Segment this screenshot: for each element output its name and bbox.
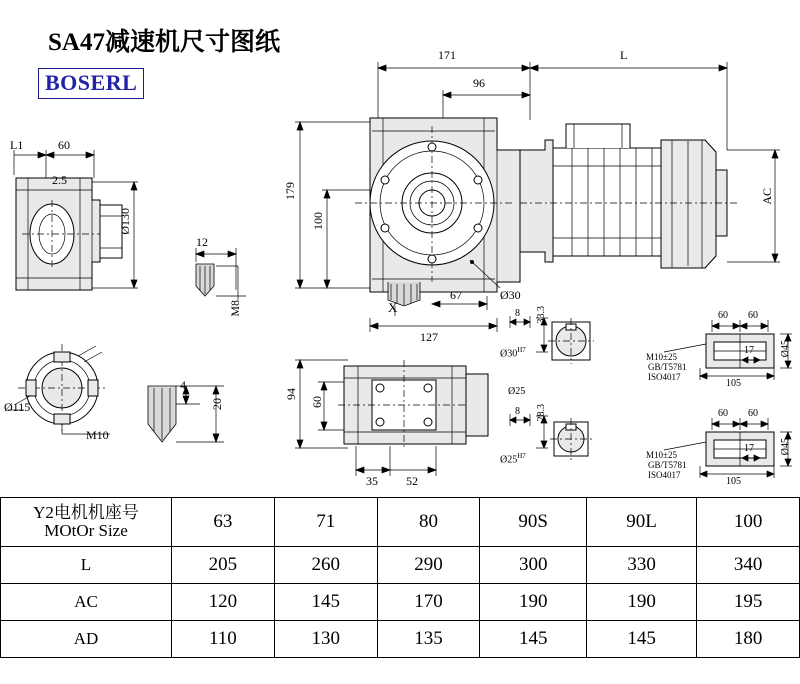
dim-4: 4 [180,378,186,392]
dim-96: 96 [473,76,485,90]
bolt2-spec-line2: GB/T5781 [648,460,687,470]
cell-AD-71: 130 [274,621,377,658]
dim-AC: AC [760,188,774,205]
bolt-spec-line3: ISO4017 [648,372,681,382]
col-header-5: 100 [697,498,800,547]
dim-dia130: Ø130 [118,208,132,235]
dim-60b: 60 [310,396,324,408]
row-label-AC: AC [1,584,172,621]
cell-AC-63: 120 [172,584,275,621]
page-title: SA47减速机尺寸图纸 [48,29,280,56]
dim-key8-bot: 8 [515,406,520,417]
brand-logo: BOSERL [38,68,144,99]
table-row-header [1,498,800,547]
spec-table-body [1,498,800,658]
dim-dia30-h7: $Ø30^{H7}$ [500,346,526,360]
dim-flange2-17: 17 [744,443,754,454]
dim-dia25-h7: $Ø25^{H7}$ [500,452,526,466]
dim-flange-105: 105 [726,378,741,389]
col-header-4: 90L [587,498,697,547]
row-label-L: L [1,547,172,584]
cell-AD-80: 135 [377,621,480,658]
col-header-0: 63 [172,498,275,547]
cell-AD-90L: 145 [587,621,697,658]
cell-AD-100: 180 [697,621,800,658]
dim-127: 127 [420,330,438,344]
cell-L-100: 340 [697,547,800,584]
dim-key8-top: 8 [515,308,520,319]
dim-dia115: Ø115 [4,400,31,414]
cell-L-90L: 330 [587,547,697,584]
row-header-cn: Y2电机机座号 [33,503,139,523]
dim-flange-dia45: Ø45 [780,340,791,358]
dim-flange2-60a: 60 [718,408,728,419]
cell-AC-80: 170 [377,584,480,621]
cell-L-90S: 300 [480,547,587,584]
dim-L: L [620,48,628,62]
dim-M8: M8 [228,300,242,317]
table-row [1,584,800,621]
dim-35: 35 [366,474,378,488]
cell-AC-90L: 190 [587,584,697,621]
dim-flange-60a: 60 [718,310,728,321]
dim-flange2-105: 105 [726,476,741,487]
bolt-spec-line1: M10±25 [646,352,677,362]
dim-100: 100 [311,212,325,230]
dim-94: 94 [284,388,298,400]
cell-AC-90S: 190 [480,584,587,621]
dim-dia30: Ø30 [500,288,521,302]
col-header-3: 90S [480,498,587,547]
dim-33-3: 33.3 [536,306,547,324]
dim-M10: M10 [86,428,109,442]
cell-AD-90S: 145 [480,621,587,658]
dim-2-5: 2.5 [52,173,67,187]
bolt2-spec-line1: M10±25 [646,450,677,460]
cell-AC-71: 145 [274,584,377,621]
dim-171: 171 [438,48,456,62]
dim-flange2-dia45: Ø45 [780,438,791,456]
dim-flange-60b: 60 [748,310,758,321]
dim-67: 67 [450,288,462,302]
row-label-AD: AD [1,621,172,658]
bolt-spec-line2: GB/T5781 [648,362,687,372]
table-row [1,621,800,658]
dim-20: 20 [210,398,224,410]
bolt2-spec-line3: ISO4017 [648,470,681,480]
col-header-1: 71 [274,498,377,547]
dim-flange2-60b: 60 [748,408,758,419]
cell-L-80: 290 [377,547,480,584]
cell-AC-100: 195 [697,584,800,621]
spec-table [0,497,800,658]
dim-flange-17: 17 [744,345,754,356]
cell-L-71: 260 [274,547,377,584]
col-header-2: 80 [377,498,480,547]
dim-28-3: 28.3 [536,404,547,422]
dim-x-mark: X [388,300,398,315]
dim-12: 12 [196,235,208,249]
cell-L-63: 205 [172,547,275,584]
dim-60: 60 [58,138,70,152]
dim-dia25: Ø25 [508,386,526,397]
row-header-motor-size [1,498,172,547]
row-header-en: MOtOr Size [44,521,128,540]
cell-AD-63: 110 [172,621,275,658]
table-row [1,547,800,584]
dim-52: 52 [406,474,418,488]
dim-179: 179 [283,182,297,200]
dim-L1: L1 [10,138,24,152]
